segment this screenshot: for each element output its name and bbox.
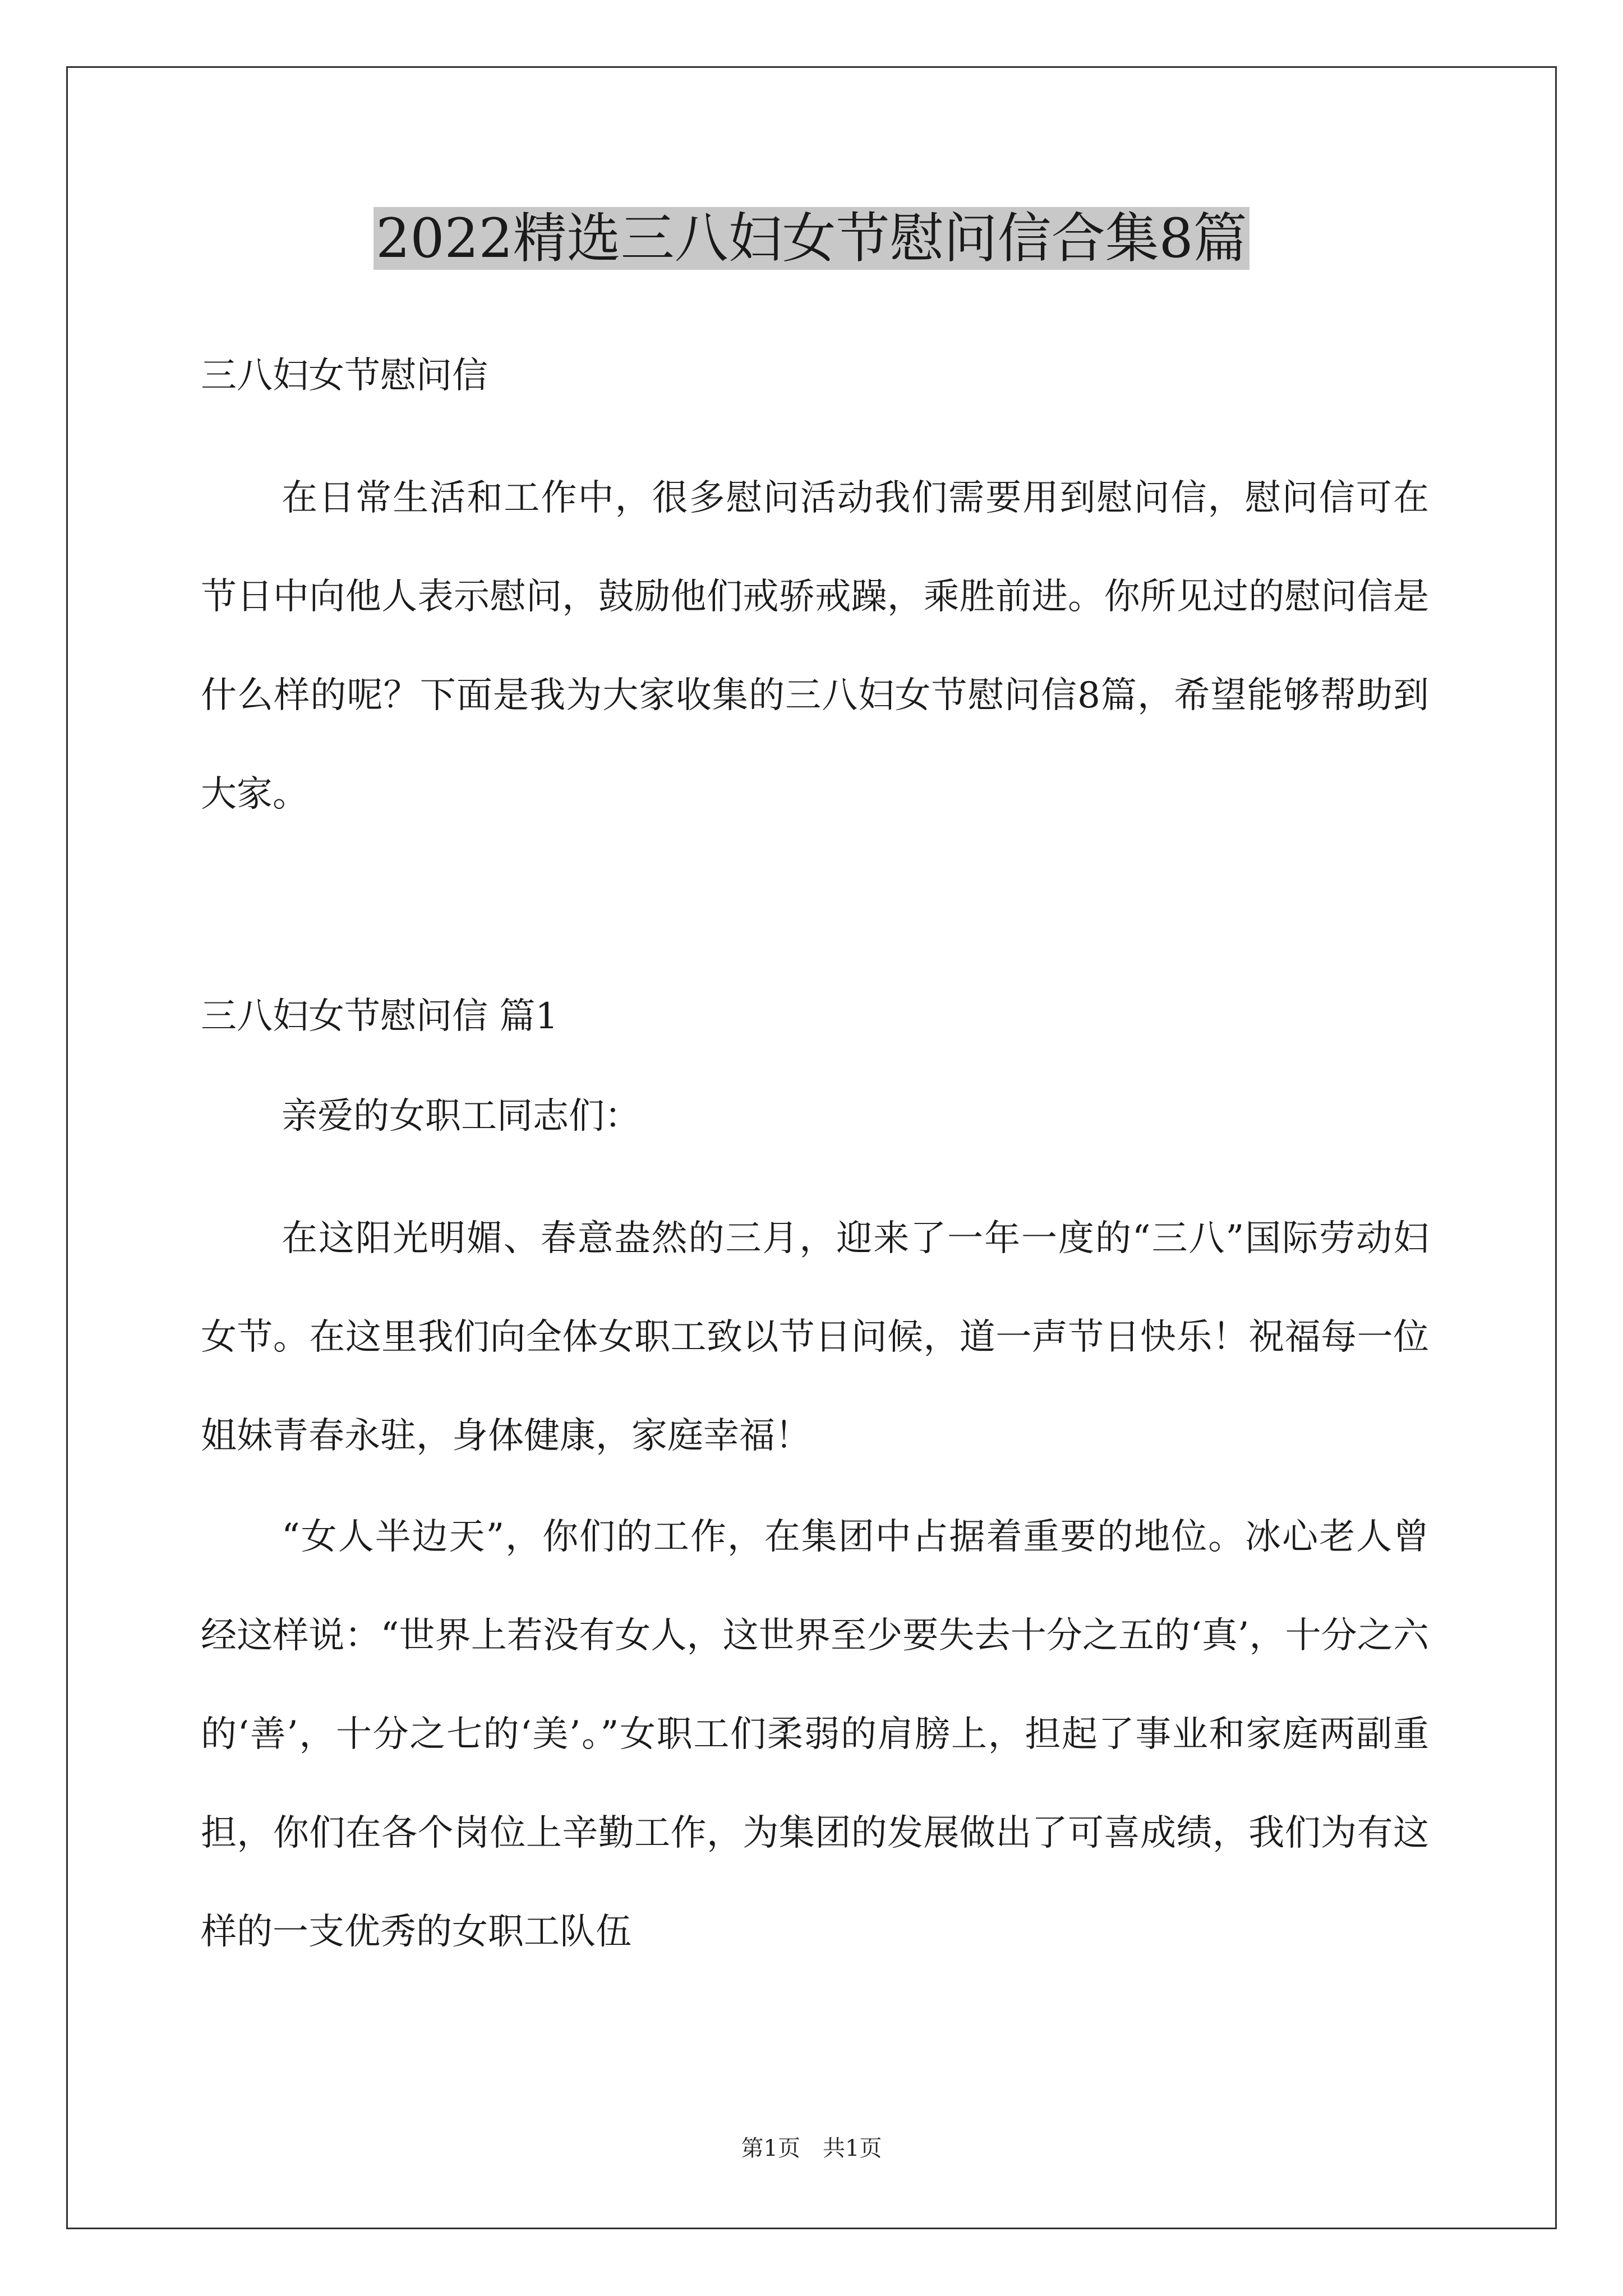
body-paragraph-2: “女人半边天”，你们的工作，在集团中占据着重要的地位。冰心老人曾经这样说：“世界上若没有女人，这世界至少要失去十分之五的‘真’，十分之六的‘善’，十分之七的‘美’。”女职工们柔弱的肩膀上，担起了事业和家庭两副重担，你们在各个岗位上辛勤工作，为集团的发展做出了可喜成绩，我们为有这样的一支优秀的女职工队伍 [201,1516,1429,1953]
section-heading-1: 三八妇女节慰问信 篇1 [201,996,559,1037]
page-footer: 第1页 共1页 [741,2136,882,2161]
document-title-text: 2022精选三八妇女节慰问信合集8篇 [374,207,1249,270]
intro-heading: 三八妇女节慰问信 [201,355,488,397]
document-title [0,202,1623,275]
body-paragraph-1: 在这阳光明媚、春意盎然的三月，迎来了一年一度的“三八”国际劳动妇女节。在这里我们向全体女职工致以节日问候，道一声节日快乐！祝福每一位姐妹青春永驻，身体健康，家庭幸福！ [201,1218,1429,1457]
greeting-line: 亲爱的女职工同志们： [282,1096,640,1137]
intro-paragraph: 在日常生活和工作中，很多慰问活动我们需要用到慰问信，慰问信可在节日中向他人表示慰问，鼓励他们戒骄戒躁，乘胜前进。你所见过的慰问信是什么样的呢？下面是我为大家收集的三八妇女节慰问信8篇，希望能够帮助到大家。 [201,477,1429,815]
